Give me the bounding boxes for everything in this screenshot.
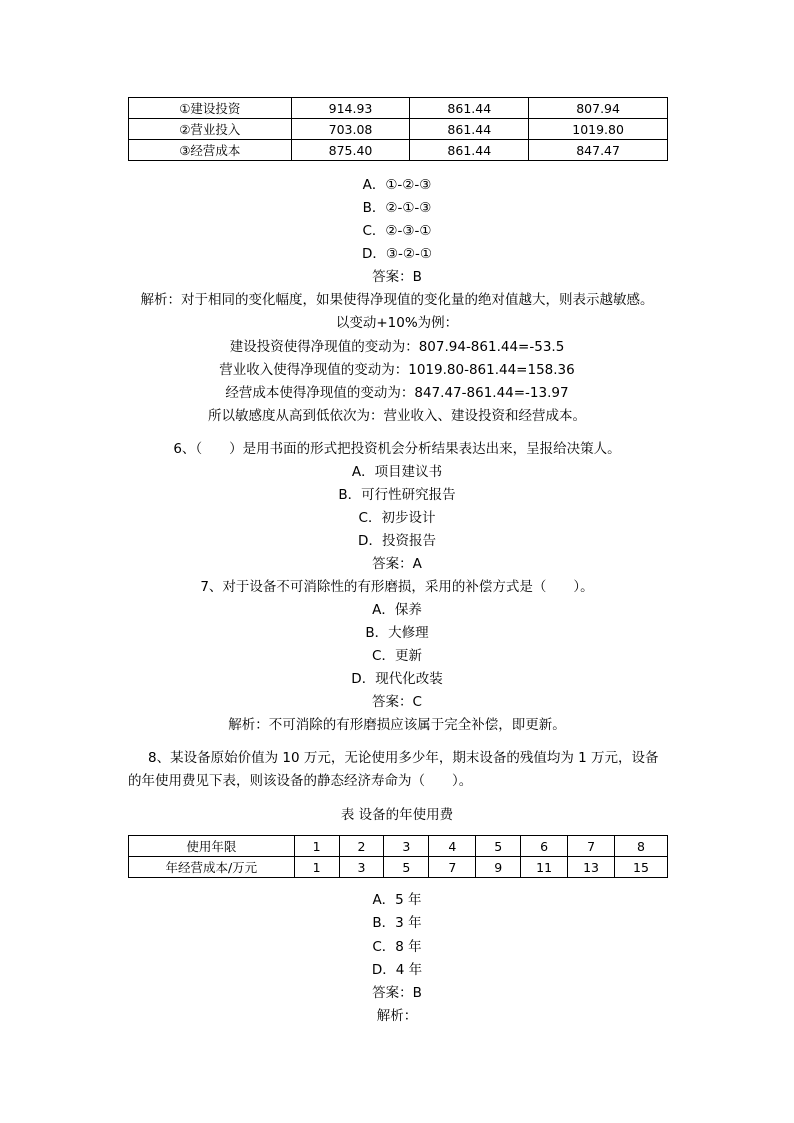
analysis-line: 建设投资使得净现值的变动为：807.94-861.44=-53.5 <box>229 339 565 355</box>
annual-cost-table <box>128 835 668 878</box>
table-caption: 表 设备的年使用费 <box>340 807 454 823</box>
table-row <box>129 119 668 140</box>
table-cell: 807.94 <box>529 98 668 119</box>
option-a: A．保养 <box>372 602 422 618</box>
option-c: C．8 年 <box>372 939 422 955</box>
table-cell: 5 <box>476 836 521 857</box>
option-a: A．项目建议书 <box>351 464 443 480</box>
option-c: C．②-③-① <box>362 223 432 239</box>
table-header: 年经营成本/万元 <box>129 857 295 878</box>
table-cell: 875.40 <box>291 140 410 161</box>
option-b: B．可行性研究报告 <box>338 487 456 503</box>
question-7: 7、对于设备不可消除性的有形磨损，采用的补偿方式是（ ）。 <box>200 579 594 595</box>
table-row <box>129 140 668 161</box>
table-cell: 4 <box>429 836 476 857</box>
table-cell: 1 <box>294 836 339 857</box>
question-8: 8、某设备原始价值为 10 万元，无论使用多少年，期末设备的残值均为 1 万元，设备 <box>148 750 659 766</box>
answer: 答案：B <box>372 269 422 285</box>
table-cell: 7 <box>429 857 476 878</box>
table-cell: 914.93 <box>291 98 410 119</box>
answer: 答案：A <box>372 556 422 572</box>
option-d: D．4 年 <box>371 962 423 978</box>
table-cell: 861.44 <box>410 98 529 119</box>
table-cell: 861.44 <box>410 119 529 140</box>
option-b: B．大修理 <box>365 625 429 641</box>
option-b: B．3 年 <box>372 915 422 931</box>
table-cell: 861.44 <box>410 140 529 161</box>
table-header: 使用年限 <box>129 836 295 857</box>
table-cell: 6 <box>521 836 568 857</box>
table-cell: 847.47 <box>529 140 668 161</box>
analysis-line: 经营成本使得净现值的变动为：847.47-861.44=-13.97 <box>225 385 569 401</box>
option-d: D．现代化改装 <box>351 671 443 687</box>
sensitivity-table <box>128 97 668 161</box>
option-a: A．5 年 <box>372 892 422 908</box>
table-row <box>129 836 668 857</box>
table-cell: 3 <box>339 857 384 878</box>
analysis-line: 以变动+10%为例： <box>335 315 459 331</box>
table-cell: 8 <box>615 836 668 857</box>
option-d: D．投资报告 <box>358 533 436 549</box>
table-cell: ②营业投入 <box>129 119 292 140</box>
table-cell: 13 <box>568 857 615 878</box>
table-cell: 11 <box>521 857 568 878</box>
analysis-line: 所以敏感度从高到低依次为：营业收入、建设投资和经营成本。 <box>208 408 586 424</box>
answer: 答案：C <box>372 694 422 710</box>
answer: 答案：B <box>372 985 422 1001</box>
option-c: C．更新 <box>372 648 422 664</box>
table-cell: ①建设投资 <box>129 98 292 119</box>
table-cell: 3 <box>384 836 429 857</box>
question-8-continued: 的年使用费见下表，则该设备的静态经济寿命为（ ）。 <box>128 773 473 789</box>
analysis-line: 营业收入使得净现值的变动为：1019.80-861.44=158.36 <box>219 362 575 378</box>
option-b: B．②-①-③ <box>362 200 432 216</box>
option-d: D．③-②-① <box>362 246 432 262</box>
table-cell: 2 <box>339 836 384 857</box>
table-cell: ③经营成本 <box>129 140 292 161</box>
analysis-line: 解析：不可消除的有形磨损应该属于完全补偿，即更新。 <box>228 717 566 733</box>
table-cell: 7 <box>568 836 615 857</box>
table-cell: 9 <box>476 857 521 878</box>
table-cell: 1019.80 <box>529 119 668 140</box>
table-cell: 15 <box>615 857 668 878</box>
table-cell: 703.08 <box>291 119 410 140</box>
question-6: 6、（ ）是用书面的形式把投资机会分析结果表达出来，呈报给决策人。 <box>173 441 621 457</box>
table-row <box>129 857 668 878</box>
analysis-line: 解析：对于相同的变化幅度，如果使得净现值的变化量的绝对值越大，则表示越敏感。 <box>140 292 654 308</box>
option-c: C．初步设计 <box>358 510 436 526</box>
table-cell: 1 <box>294 857 339 878</box>
table-row <box>129 98 668 119</box>
table-cell: 5 <box>384 857 429 878</box>
option-a: A．①-②-③ <box>362 177 432 193</box>
analysis-line: 解析： <box>376 1008 418 1024</box>
